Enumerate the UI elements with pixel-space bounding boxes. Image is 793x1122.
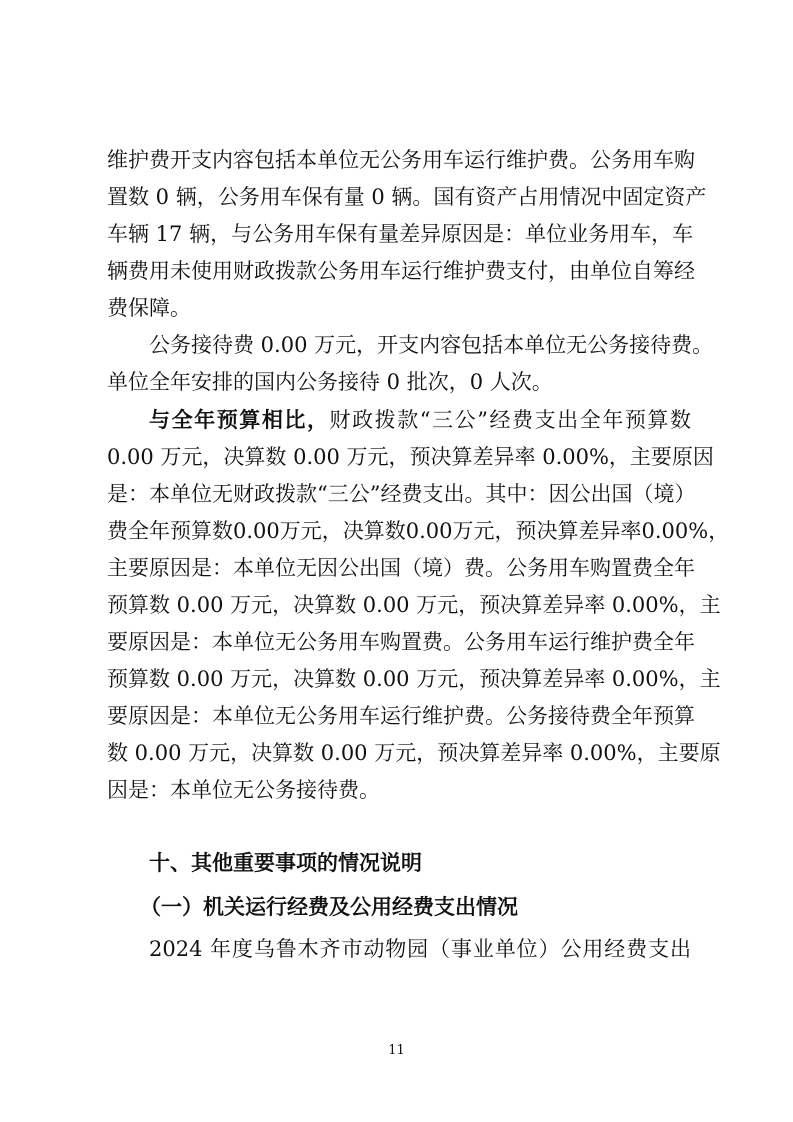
paragraph-1-line-3: 车辆 17 辆，与公务用车保有量差异原因是：单位业务用车，车 — [107, 222, 694, 246]
paragraph-3-lead: 与全年预算相比， — [149, 408, 330, 432]
paragraph-4-line-1: 2024 年度乌鲁木齐市动物园（事业单位）公用经费支出 — [149, 937, 691, 961]
paragraph-3-first-rest: 财政拨款“三公”经费支出全年预算数 — [329, 408, 691, 432]
paragraph-1-line-4: 辆费用未使用财政拨款公务用车运行维护费支付，由单位自筹经 — [107, 259, 695, 283]
paragraph-3-line-7: 要原因是：本单位无公务用车购置费。公务用车运行维护费全年 — [107, 630, 695, 654]
paragraph-3-line-8: 预算数 0.00 万元，决算数 0.00 万元，预决算差异率 0.00%，主 — [107, 667, 721, 691]
paragraph-2-line-2: 单位全年安排的国内公务接待 0 批次，0 人次。 — [107, 370, 553, 394]
paragraph-3-line-2: 0.00 万元，决算数 0.00 万元，预决算差异率 0.00%，主要原因 — [107, 445, 714, 469]
paragraph-1-line-1: 维护费开支内容包括本单位无公务用车运行维护费。公务用车购 — [107, 148, 695, 172]
paragraph-3-line-5: 主要原因是：本单位无因公出国（境）费。公务用车购置费全年 — [107, 556, 695, 580]
paragraph-2-line-1: 公务接待费 0.00 万元，开支内容包括本单位无公务接待费。 — [149, 333, 714, 357]
page-number: 11 — [388, 1043, 405, 1058]
paragraph-1-line-2: 置数 0 辆，公务用车保有量 0 辆。国有资产占用情况中固定资产 — [107, 185, 707, 209]
subsection-heading: （一）机关运行经费及公用经费支出情况 — [140, 895, 518, 919]
paragraph-1-line-5: 费保障。 — [107, 296, 191, 320]
paragraph-3-line-4: 费全年预算数0.00万元，决算数0.00万元，预决算差异率0.00%， — [107, 519, 730, 543]
paragraph-3-line-10: 数 0.00 万元，决算数 0.00 万元，预决算差异率 0.00%，主要原 — [107, 741, 721, 765]
section-heading: 十、其他重要事项的情况说明 — [149, 851, 422, 875]
paragraph-3-line-1 — [149, 408, 691, 432]
paragraph-3-line-9: 要原因是：本单位无公务用车运行维护费。公务接待费全年预算 — [107, 704, 695, 728]
paragraph-3-line-6: 预算数 0.00 万元，决算数 0.00 万元，预决算差异率 0.00%，主 — [107, 593, 721, 617]
paragraph-3-line-11: 因是：本单位无公务接待费。 — [107, 778, 380, 802]
paragraph-3-line-3: 是：本单位无财政拨款“三公”经费支出。其中：因公出国（境） — [107, 482, 696, 506]
